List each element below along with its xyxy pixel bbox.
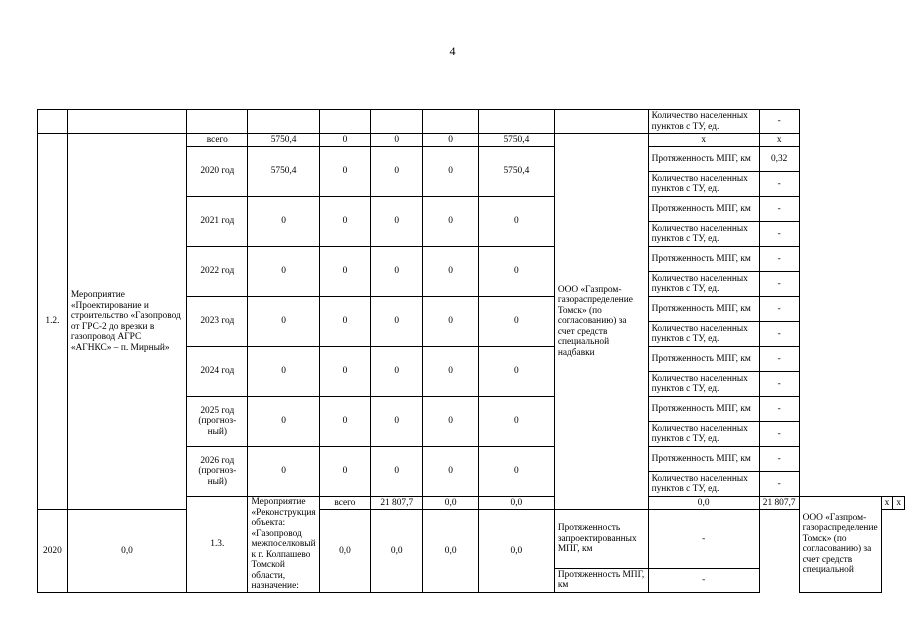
value-cell: 0 bbox=[248, 197, 319, 247]
indicator-name: Количество населенных пунктов с ТУ, ед. bbox=[648, 110, 759, 134]
table-row bbox=[38, 110, 905, 134]
item-number: 1.3. bbox=[187, 497, 248, 593]
value-cell: 0 bbox=[319, 447, 370, 497]
indicator-value: - bbox=[759, 172, 799, 197]
indicator-name: Протяженность МПГ, км bbox=[648, 447, 759, 472]
value-cell: 0,0 bbox=[67, 510, 186, 593]
value-cell: 0,0 bbox=[423, 510, 479, 593]
indicator-name: Количество населенных пунктов с ТУ, ед. bbox=[648, 372, 759, 397]
indicator-value: - bbox=[759, 322, 799, 347]
executor: ООО «Газпром-газораспределение Томск» (по согласованию) за счет средств специальной надбавки bbox=[554, 134, 648, 510]
indicator-name: Протяженность МПГ, км bbox=[648, 347, 759, 372]
indicator-name: Количество населенных пунктов с ТУ, ед. bbox=[648, 472, 759, 497]
indicator-value: - bbox=[759, 110, 799, 134]
period-label: 2022 год bbox=[187, 247, 248, 297]
measure-name: Мероприятие «Проектирование и строительство «Газопровод от ГРС-2 до врезки в газопровод АГРС «АГНКС» – п. Мирный» bbox=[67, 134, 186, 510]
value-cell: 0 bbox=[319, 197, 370, 247]
indicator-name: Количество населенных пунктов с ТУ, ед. bbox=[648, 322, 759, 347]
value-cell: 0 bbox=[248, 397, 319, 447]
indicator-value: - bbox=[648, 568, 759, 592]
value-cell: 5750,4 bbox=[478, 134, 554, 147]
value-cell: 0 bbox=[371, 134, 423, 147]
table-row bbox=[38, 510, 905, 569]
indicator-name: х bbox=[881, 497, 893, 510]
page-number: 4 bbox=[449, 44, 456, 58]
table-row bbox=[38, 134, 905, 147]
executor: ООО «Газпром-газораспределение Томск» (по согласованию) за счет средств специальной bbox=[799, 497, 881, 593]
indicator-value: - bbox=[759, 347, 799, 372]
value-cell: 0 bbox=[478, 397, 554, 447]
value-cell: 0,0 bbox=[319, 510, 370, 593]
value-cell: 21 807,7 bbox=[759, 497, 799, 510]
value-cell: 0 bbox=[371, 197, 423, 247]
value-cell: 0 bbox=[319, 397, 370, 447]
indicator-name: Протяженность МПГ, км bbox=[648, 197, 759, 222]
indicator-name: Количество населенных пунктов с ТУ, ед. bbox=[648, 222, 759, 247]
indicator-name: Протяженность запроектированных МПГ, км bbox=[554, 510, 648, 569]
indicator-name: Протяженность МПГ, км bbox=[648, 247, 759, 272]
indicator-name: Протяженность МПГ, км bbox=[554, 568, 648, 592]
value-cell: 0 bbox=[478, 347, 554, 397]
value-cell: 0 bbox=[371, 297, 423, 347]
indicator-name: Количество населенных пунктов с ТУ, ед. bbox=[648, 272, 759, 297]
period-label: 2026 год (прогноз-ный) bbox=[187, 447, 248, 497]
period-label: 2023 год bbox=[187, 297, 248, 347]
indicator-name: Протяженность МПГ, км bbox=[648, 397, 759, 422]
value-cell: 0 bbox=[371, 397, 423, 447]
value-cell: 0,0 bbox=[648, 497, 759, 510]
period-label: 2020 год bbox=[187, 147, 248, 197]
indicator-value: х bbox=[893, 497, 905, 510]
period-label: 2024 год bbox=[187, 347, 248, 397]
period-label: 2021 год bbox=[187, 197, 248, 247]
value-cell: 0 bbox=[478, 197, 554, 247]
value-cell: 0 bbox=[371, 347, 423, 397]
value-cell: 0,0 bbox=[478, 497, 554, 510]
indicator-name: Количество населенных пунктов с ТУ, ед. bbox=[648, 172, 759, 197]
indicator-value: - bbox=[759, 447, 799, 472]
period-label: всего bbox=[187, 134, 248, 147]
indicator-value: - bbox=[759, 372, 799, 397]
indicator-value: - bbox=[759, 422, 799, 447]
program-table bbox=[37, 109, 905, 593]
value-cell: 0 bbox=[248, 247, 319, 297]
measure-name: Мероприятие «Реконструкция объекта: «Газопровод межпоселковый к г. Колпашево Томской области, назначение: bbox=[248, 497, 319, 593]
indicator-value: - bbox=[759, 397, 799, 422]
value-cell: 0 bbox=[423, 134, 479, 147]
indicator-name: Протяженность МПГ, км bbox=[648, 297, 759, 322]
value-cell: 0 bbox=[319, 134, 370, 147]
indicator-value: х bbox=[759, 134, 799, 147]
period-label: 2025 год (прогноз-ный) bbox=[187, 397, 248, 447]
value-cell: 0 bbox=[319, 147, 370, 197]
value-cell: 0 bbox=[319, 297, 370, 347]
value-cell: 0 bbox=[371, 447, 423, 497]
value-cell: 0 bbox=[478, 297, 554, 347]
value-cell: 0 bbox=[423, 397, 479, 447]
value-cell: 0 bbox=[319, 247, 370, 297]
value-cell: 5750,4 bbox=[248, 134, 319, 147]
value-cell: 0 bbox=[371, 147, 423, 197]
indicator-value: - bbox=[759, 197, 799, 222]
value-cell: 0,0 bbox=[423, 497, 479, 510]
indicator-value: - bbox=[759, 247, 799, 272]
value-cell: 0 bbox=[423, 447, 479, 497]
value-cell: 0 bbox=[248, 297, 319, 347]
value-cell: 21 807,7 bbox=[371, 497, 423, 510]
period-label: 2020 bbox=[38, 510, 68, 593]
value-cell: 0 bbox=[423, 147, 479, 197]
value-cell: 0 bbox=[478, 447, 554, 497]
indicator-value: - bbox=[759, 472, 799, 497]
indicator-value: - bbox=[759, 297, 799, 322]
value-cell: 0 bbox=[423, 297, 479, 347]
value-cell: 0,0 bbox=[478, 510, 554, 593]
value-cell: 0 bbox=[248, 447, 319, 497]
value-cell: 0 bbox=[371, 247, 423, 297]
value-cell: 0 bbox=[423, 197, 479, 247]
value-cell: 5750,4 bbox=[478, 147, 554, 197]
indicator-value: 0,32 bbox=[759, 147, 799, 172]
indicator-name: х bbox=[648, 134, 759, 147]
value-cell: 0 bbox=[423, 347, 479, 397]
value-cell: 0 bbox=[478, 247, 554, 297]
value-cell: 0 bbox=[319, 347, 370, 397]
indicator-value: - bbox=[759, 222, 799, 247]
indicator-name: Протяженность МПГ, км bbox=[648, 147, 759, 172]
value-cell: 0,0 bbox=[371, 510, 423, 593]
item-number: 1.2. bbox=[38, 134, 68, 510]
value-cell: 0 bbox=[248, 347, 319, 397]
indicator-value: - bbox=[648, 510, 759, 569]
value-cell: 5750,4 bbox=[248, 147, 319, 197]
indicator-value: - bbox=[759, 272, 799, 297]
period-label: всего bbox=[319, 497, 370, 510]
value-cell: 0 bbox=[423, 247, 479, 297]
indicator-name: Количество населенных пунктов с ТУ, ед. bbox=[648, 422, 759, 447]
